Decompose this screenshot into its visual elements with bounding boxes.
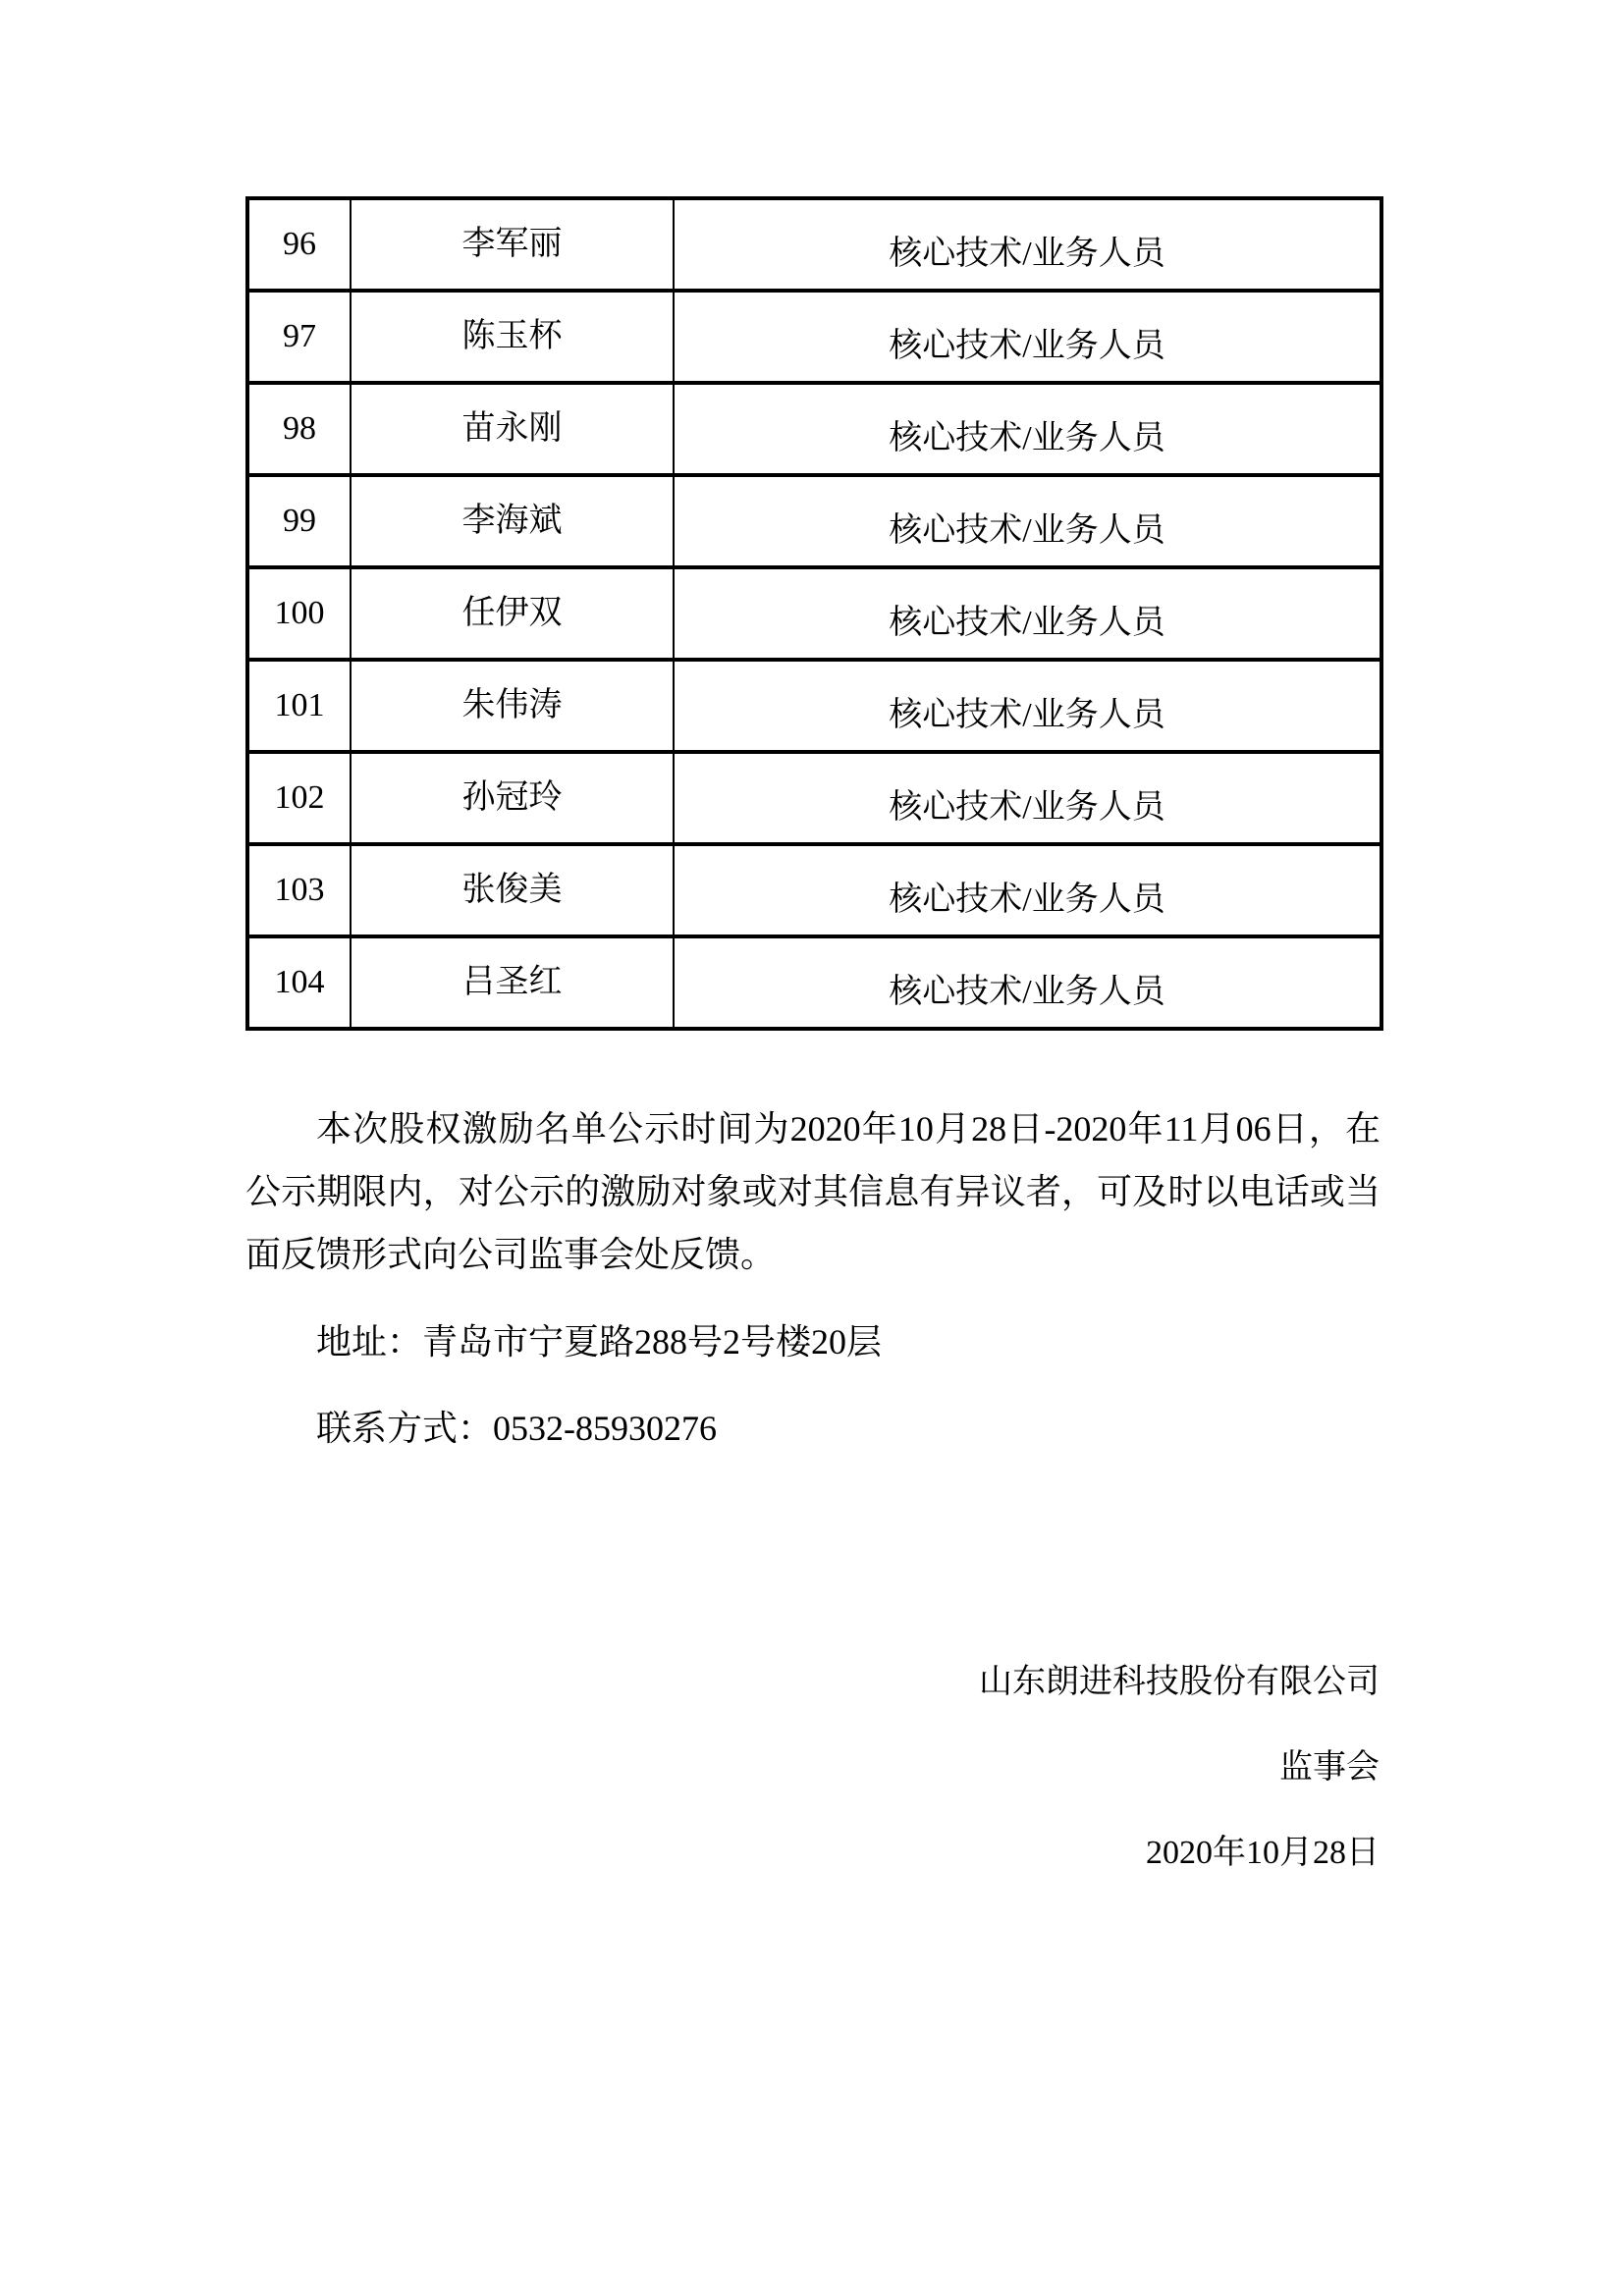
employee-name-cell: 任伊双 bbox=[351, 567, 674, 660]
employee-role-cell bbox=[674, 567, 1381, 660]
table-row bbox=[247, 383, 1381, 475]
table-row bbox=[247, 844, 1381, 936]
employee-name-cell: 吕圣红 bbox=[351, 936, 674, 1029]
row-number-cell: 104 bbox=[247, 936, 351, 1029]
row-number-cell: 98 bbox=[247, 383, 351, 475]
row-number-cell: 99 bbox=[247, 475, 351, 567]
table-row bbox=[247, 660, 1381, 752]
row-number-cell: 96 bbox=[247, 198, 351, 291]
row-number-cell: 102 bbox=[247, 752, 351, 844]
employee-name-cell: 张俊美 bbox=[351, 844, 674, 936]
signature-committee: 监事会 bbox=[1279, 1749, 1380, 1786]
table-row bbox=[247, 752, 1381, 844]
employee-name-cell: 孙冠玲 bbox=[351, 752, 674, 844]
employee-role-cell bbox=[674, 936, 1381, 1029]
signature-date: 2020年10月28日 bbox=[1146, 1835, 1380, 1871]
employee-role-text: 核心技术/业务人员 bbox=[889, 328, 1165, 364]
table-row bbox=[247, 198, 1381, 291]
table-row bbox=[247, 567, 1381, 660]
employee-role-cell bbox=[674, 660, 1381, 752]
contact-line: 联系方式：0532-85930276 bbox=[316, 1409, 717, 1448]
employee-role-cell bbox=[674, 291, 1381, 383]
signature-block bbox=[979, 1639, 1380, 1896]
employee-role-text: 核心技术/业务人员 bbox=[889, 420, 1165, 456]
row-number-cell: 97 bbox=[247, 291, 351, 383]
row-number-cell: 101 bbox=[247, 660, 351, 752]
incentive-roster-table-body bbox=[247, 198, 1381, 1029]
employee-role-text: 核心技术/业务人员 bbox=[889, 974, 1165, 1010]
employee-role-text: 核心技术/业务人员 bbox=[889, 697, 1165, 733]
employee-role-cell bbox=[674, 198, 1381, 291]
employee-role-text: 核心技术/业务人员 bbox=[889, 512, 1165, 549]
table-row bbox=[247, 291, 1381, 383]
employee-role-text: 核心技术/业务人员 bbox=[889, 789, 1165, 826]
employee-name-cell: 李军丽 bbox=[351, 198, 674, 291]
employee-role-cell bbox=[674, 752, 1381, 844]
table-row bbox=[247, 936, 1381, 1029]
employee-name-cell: 陈玉杯 bbox=[351, 291, 674, 383]
employee-name-cell: 朱伟涛 bbox=[351, 660, 674, 752]
row-number-cell: 103 bbox=[247, 844, 351, 936]
employee-role-text: 核心技术/业务人员 bbox=[889, 881, 1165, 918]
employee-name-cell: 李海斌 bbox=[351, 475, 674, 567]
row-number-cell: 100 bbox=[247, 567, 351, 660]
table-row bbox=[247, 475, 1381, 567]
employee-role-cell bbox=[674, 475, 1381, 567]
employee-role-cell bbox=[674, 844, 1381, 936]
address-line: 地址：青岛市宁夏路288号2号楼20层 bbox=[316, 1322, 883, 1362]
employee-role-text: 核心技术/业务人员 bbox=[889, 236, 1165, 272]
employee-role-text: 核心技术/业务人员 bbox=[889, 605, 1165, 641]
employee-role-cell bbox=[674, 383, 1381, 475]
signature-company: 山东朗进科技股份有限公司 bbox=[979, 1664, 1380, 1700]
employee-name-cell: 苗永刚 bbox=[351, 383, 674, 475]
public-notice-paragraph: 本次股权激励名单公示时间为2020年10月28日-2020年11月06日，在公示期限内，对公示的激励对象或对其信息有异议者，可及时以电话或当面反馈形式向公司监事会处反馈。 bbox=[245, 1109, 1380, 1274]
incentive-roster-table bbox=[245, 196, 1383, 1031]
